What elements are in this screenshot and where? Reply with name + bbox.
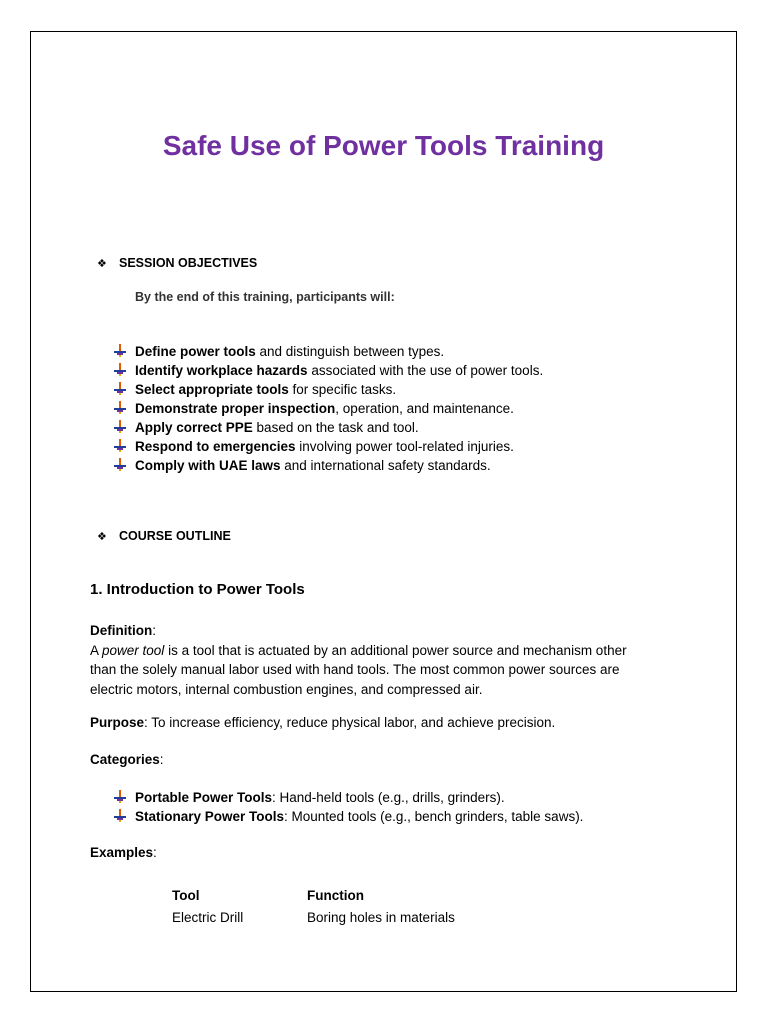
list-item: Identify workplace hazards associated with the use of power tools. [113,361,543,380]
purpose-paragraph: Purpose: To increase efficiency, reduce physical labor, and achieve precision. [90,715,556,730]
arrow-bullet-icon [113,420,135,433]
list-item: Comply with UAE laws and international safety standards. [113,456,543,475]
list-item: Define power tools and distinguish between types. [113,342,543,361]
table-row [172,906,455,928]
table-header: Tool [172,887,200,903]
outline-heading: ❖ COURSE OUTLINE [97,529,231,543]
arrow-bullet-icon [113,363,135,376]
arrow-bullet-icon [113,401,135,414]
list-item: Select appropriate tools for specific tasks. [113,380,543,399]
objectives-heading: ❖ SESSION OBJECTIVES [97,256,258,270]
categories-list [113,788,583,826]
table-cell: Boring holes in materials [307,909,455,925]
diamond-bullet-icon: ❖ [97,531,107,543]
objectives-list [113,342,543,475]
arrow-bullet-icon [113,382,135,395]
table-header: Function [307,887,364,903]
list-item: Apply correct PPE based on the task and tool. [113,418,543,437]
list-item: Portable Power Tools: Hand-held tools (e.g., drills, grinders). [113,788,583,807]
arrow-bullet-icon [113,439,135,452]
list-item: Demonstrate proper inspection, operation, and maintenance. [113,399,543,418]
table-header-row [172,884,455,906]
arrow-bullet-icon [113,458,135,471]
table-cell: Electric Drill [172,909,244,925]
document-page [30,31,737,992]
definition-paragraph: Definition: A power tool is a tool that is actuated by an additional power source and mechanism other than the solely manual labor used with hand tools. The most common power sources are electric motors, internal combustion engines, and compressed air. [90,623,627,697]
arrow-bullet-icon [113,809,135,822]
objectives-intro: By the end of this training, participants will: [135,290,395,304]
list-item: Stationary Power Tools: Mounted tools (e.g., bench grinders, table saws). [113,807,583,826]
arrow-bullet-icon [113,790,135,803]
examples-label: Examples: [90,845,157,860]
page-title: Safe Use of Power Tools Training [162,130,605,161]
section-title: 1. Introduction to Power Tools [90,581,305,598]
categories-label: Categories: [90,752,164,767]
diamond-bullet-icon: ❖ [97,258,107,270]
arrow-bullet-icon [113,344,135,357]
list-item: Respond to emergencies involving power tool-related injuries. [113,437,543,456]
examples-table [172,884,455,928]
